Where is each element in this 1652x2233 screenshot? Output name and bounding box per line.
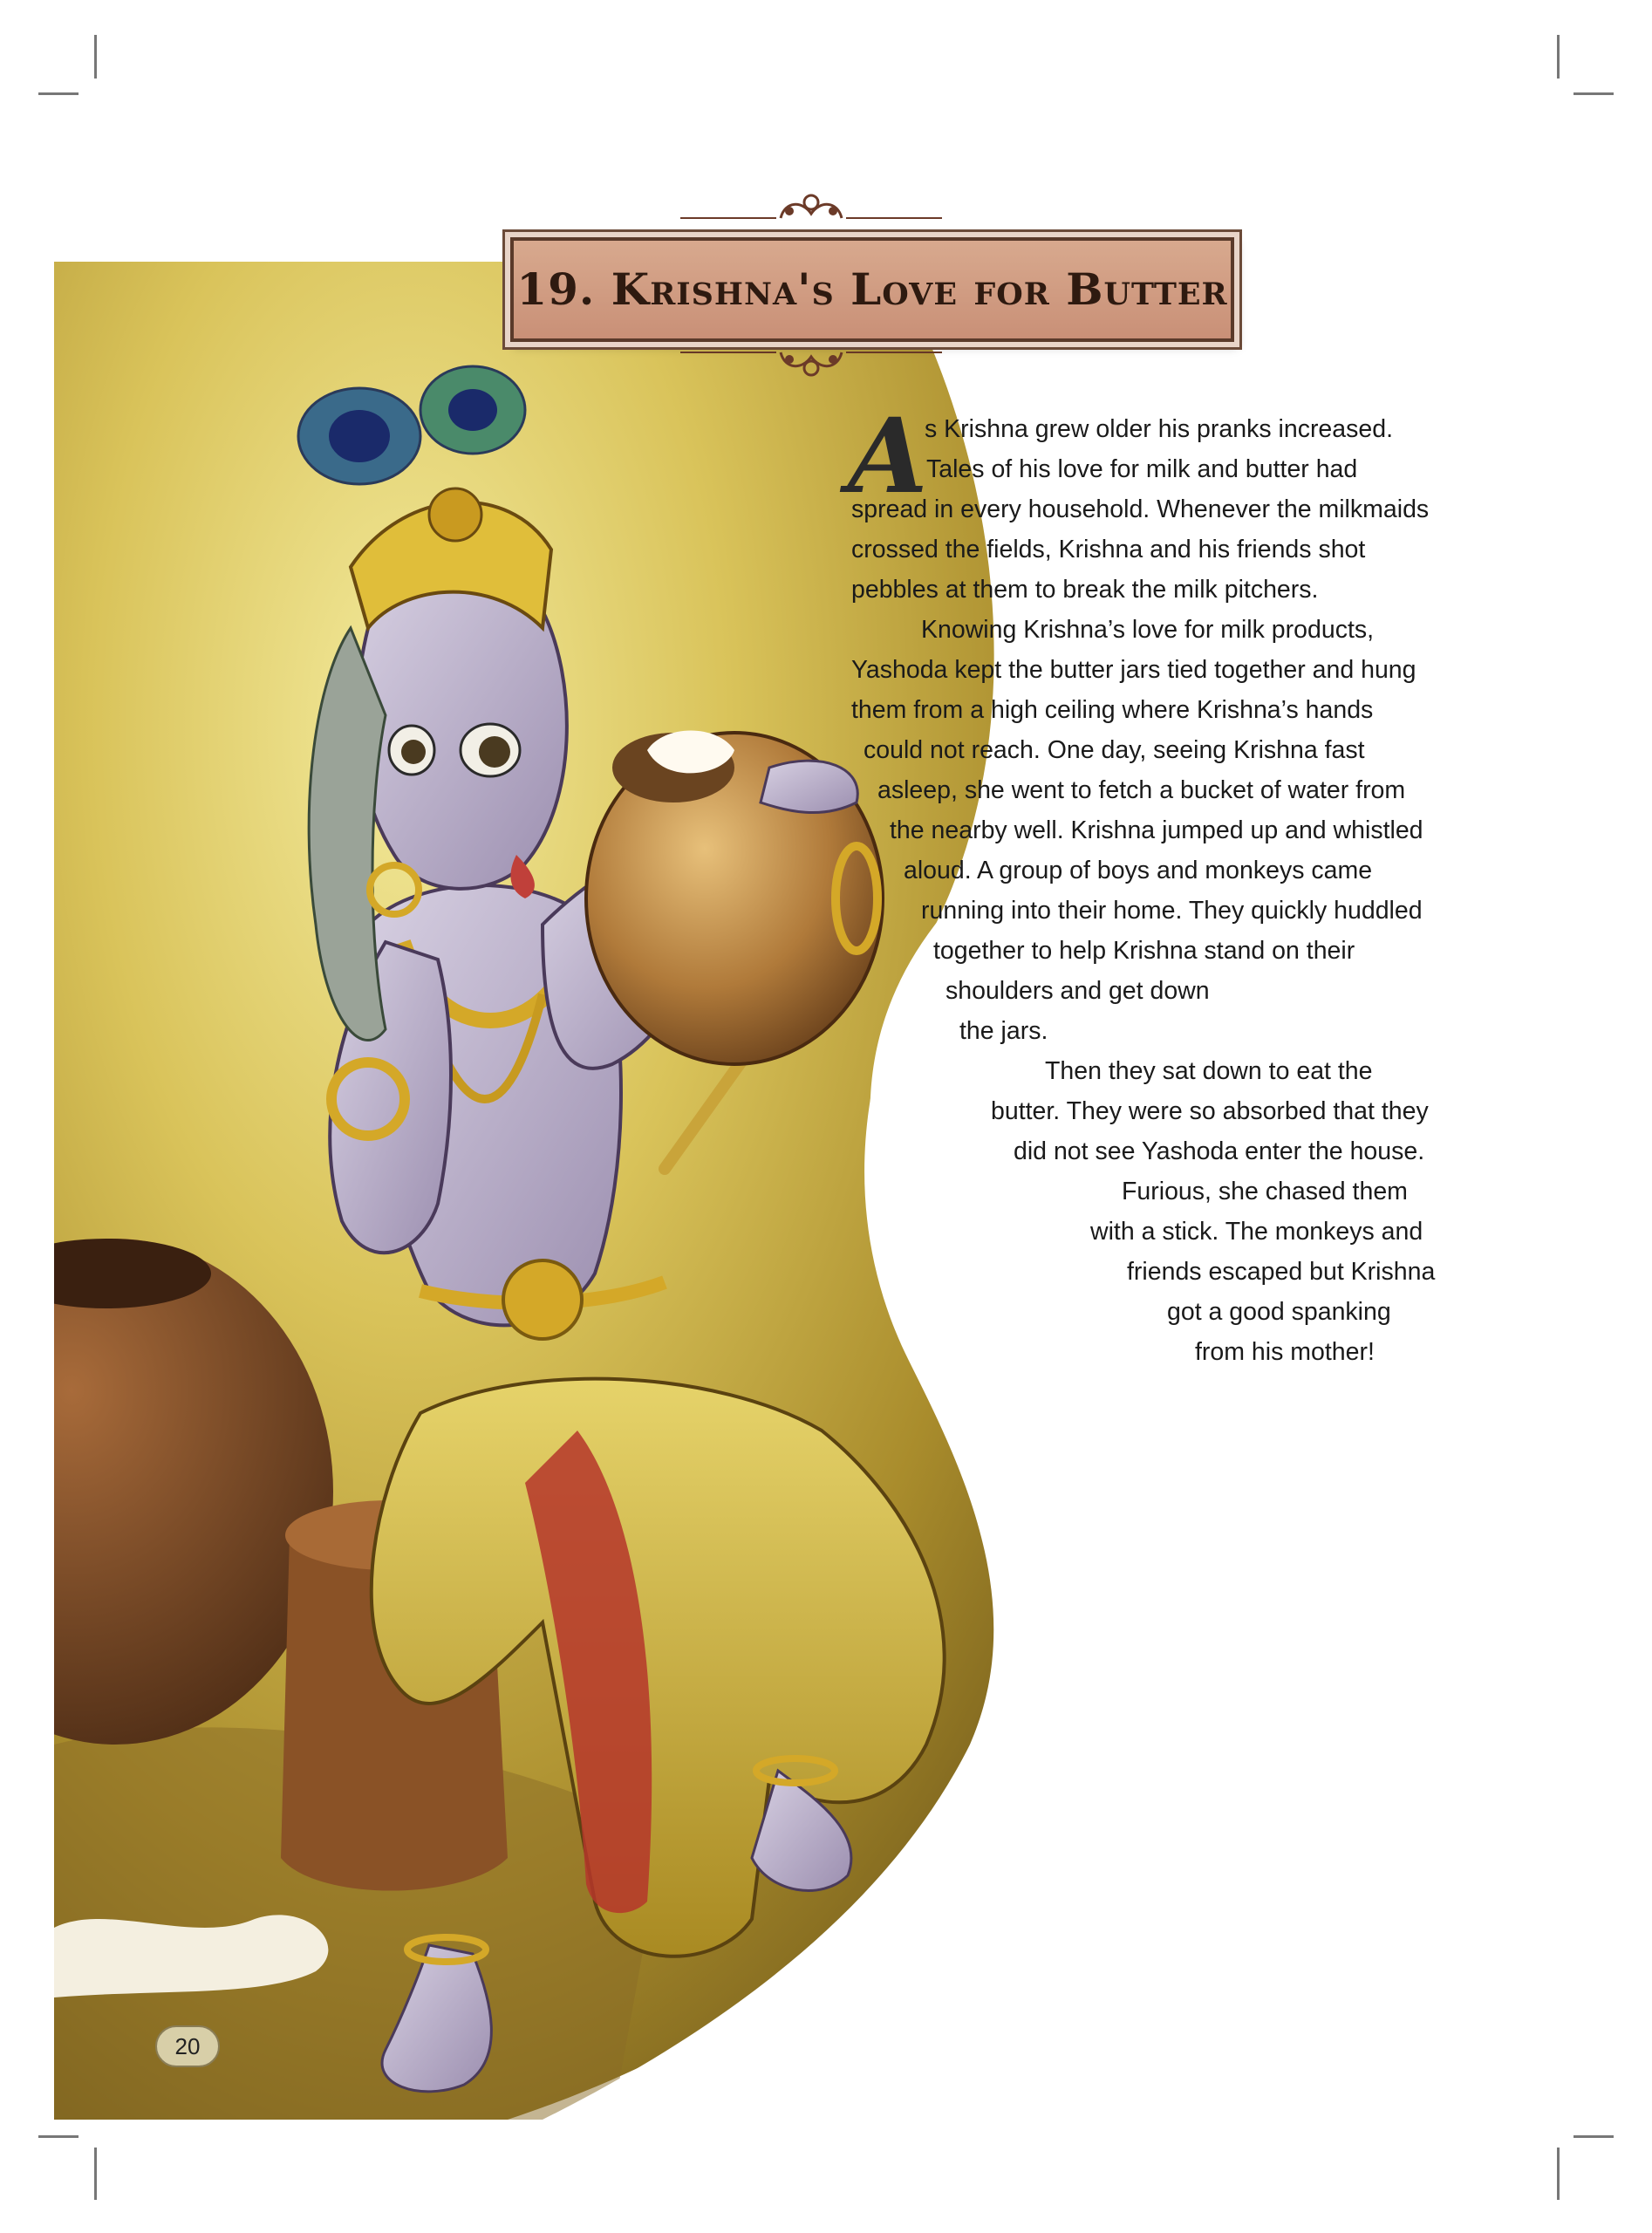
story-line: Yashoda kept the butter jars tied together and hung	[851, 656, 1416, 684]
page-number: 20	[174, 2033, 201, 2059]
chapter-title: 19. Krishna's Love for Butter	[516, 263, 1228, 315]
story-line: from his mother!	[1195, 1338, 1375, 1366]
story-line: shoulders and get down	[945, 977, 1210, 1005]
story-line: Then they sat down to eat the	[1045, 1057, 1373, 1085]
crop-mark	[94, 2148, 97, 2200]
story-line: them from a high ceiling where Krishna’s hands	[851, 696, 1374, 724]
story-line: could not reach. One day, seeing Krishna fast	[864, 736, 1365, 764]
bottom-flourish-ornament	[680, 335, 942, 387]
story-line: did not see Yashoda enter the house.	[1014, 1137, 1425, 1165]
story-line: the jars.	[959, 1017, 1048, 1045]
crop-mark	[38, 2135, 79, 2138]
story-line: Tales of his love for milk and butter had	[926, 455, 1358, 483]
story-line: asleep, she went to fetch a bucket of water from	[877, 776, 1406, 804]
drop-cap: A	[848, 395, 928, 516]
story-line: crossed the fields, Krishna and his friends shot	[851, 536, 1366, 563]
story-line: together to help Krishna stand on their	[933, 937, 1355, 965]
story-line: Furious, she chased them	[1122, 1178, 1408, 1205]
crop-mark	[1573, 2135, 1614, 2138]
crop-mark	[1557, 35, 1560, 79]
story-line: friends escaped but Krishna	[1127, 1258, 1436, 1286]
crop-mark	[1573, 92, 1614, 95]
crop-mark	[94, 35, 97, 79]
story-line: the nearby well. Krishna jumped up and whistled	[890, 816, 1423, 844]
story-line: running into their home. They quickly huddled	[921, 897, 1423, 925]
story-line: s Krishna grew older his pranks increased.	[925, 415, 1394, 443]
story-line: got a good spanking	[1167, 1298, 1391, 1326]
crop-mark	[38, 92, 79, 95]
story-line: butter. They were so absorbed that they	[991, 1097, 1429, 1125]
story-line: pebbles at them to break the milk pitchers.	[851, 576, 1319, 604]
top-flourish-ornament	[680, 183, 942, 236]
story-line: Knowing Krishna’s love for milk products,	[921, 616, 1375, 644]
chapter-title-banner	[510, 237, 1234, 342]
story-line: aloud. A group of boys and monkeys came	[904, 857, 1373, 884]
story-line: spread in every household. Whenever the milkmaids	[851, 495, 1430, 523]
crop-mark	[1557, 2148, 1560, 2200]
story-line: with a stick. The monkeys and	[1090, 1218, 1423, 1246]
